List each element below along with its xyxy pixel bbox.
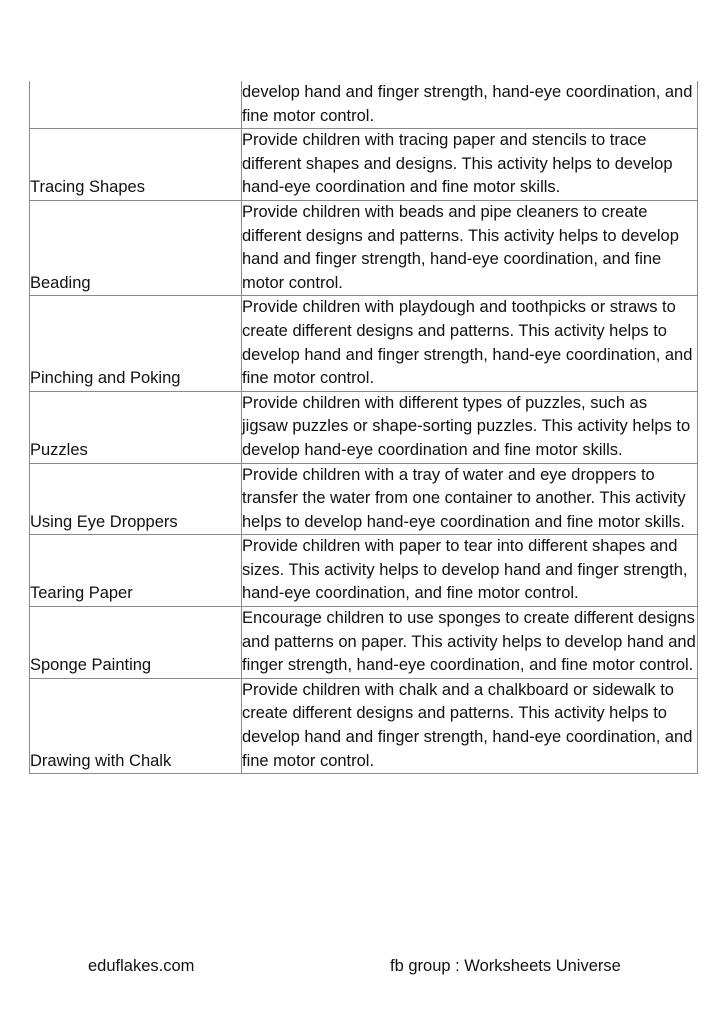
table-row (30, 607, 698, 679)
activity-description-cell (242, 678, 698, 773)
activity-description-text: Encourage children to use sponges to create different designs and patterns on paper. This activity helps to develop hand and finger strength, hand-eye coordination, and fine motor control. (242, 609, 696, 675)
activity-description-cell (242, 607, 698, 679)
footer-website: eduflakes.com (88, 957, 195, 975)
table-body (30, 81, 698, 774)
activity-name-cell: Drawing with Chalk (30, 678, 242, 773)
activity-description-cell (242, 200, 698, 295)
activity-name-cell: Using Eye Droppers (30, 463, 242, 535)
activity-description-text: Provide children with tracing paper and stencils to trace different shapes and designs. This activity helps to develop hand-eye coordination and fine motor skills. (242, 131, 673, 197)
activity-description-cell (242, 535, 698, 607)
table-row (30, 200, 698, 295)
table-row (30, 678, 698, 773)
activity-name-cell (30, 81, 242, 129)
activity-description-text: Provide children with beads and pipe cleaners to create different designs and patterns. This activity helps to develop hand and finger strength, hand-eye coordination, and fine motor control. (242, 202, 679, 292)
activity-description-text: Provide children with different types of puzzles, such as jigsaw puzzles or shape-sorting puzzles. This activity helps to develop hand-eye coordination and fine motor skills. (242, 393, 691, 459)
activity-description-text: Provide children with playdough and toothpicks or straws to create different designs and patterns. This activity helps to develop hand and finger strength, hand-eye coordination, and fine motor control. (242, 298, 693, 388)
table-row (30, 391, 698, 463)
activity-description-text: develop hand and finger strength, hand-eye coordination, and fine motor control. (242, 83, 693, 125)
fine-motor-activities-table (29, 81, 698, 774)
activity-description-cell (242, 81, 698, 129)
table-row (30, 463, 698, 535)
activity-description-cell (242, 463, 698, 535)
activity-description-text: Provide children with paper to tear into different shapes and sizes. This activity helps to develop hand and finger strength, hand-eye coordination, and fine motor control. (242, 537, 688, 603)
footer-fb-group: fb group : Worksheets Universe (390, 957, 621, 975)
activity-name-cell: Sponge Painting (30, 607, 242, 679)
activity-description-cell (242, 129, 698, 201)
activity-name-cell: Tearing Paper (30, 535, 242, 607)
activity-description-cell (242, 296, 698, 391)
activity-name-cell: Puzzles (30, 391, 242, 463)
activity-name-cell: Tracing Shapes (30, 129, 242, 201)
table-row (30, 296, 698, 391)
table-row (30, 129, 698, 201)
activity-name-cell: Pinching and Poking (30, 296, 242, 391)
page-footer (0, 955, 724, 981)
activity-name-cell: Beading (30, 200, 242, 295)
activity-description-cell (242, 391, 698, 463)
activity-description-text: Provide children with chalk and a chalkboard or sidewalk to create different designs and patterns. This activity helps to develop hand and finger strength, hand-eye coordination, and fine motor control. (242, 680, 693, 770)
activity-description-text: Provide children with a tray of water and eye droppers to transfer the water from one container to another. This activity helps to develop hand-eye coordination and fine motor skills. (242, 465, 686, 531)
table-row (30, 81, 698, 129)
table-row (30, 535, 698, 607)
